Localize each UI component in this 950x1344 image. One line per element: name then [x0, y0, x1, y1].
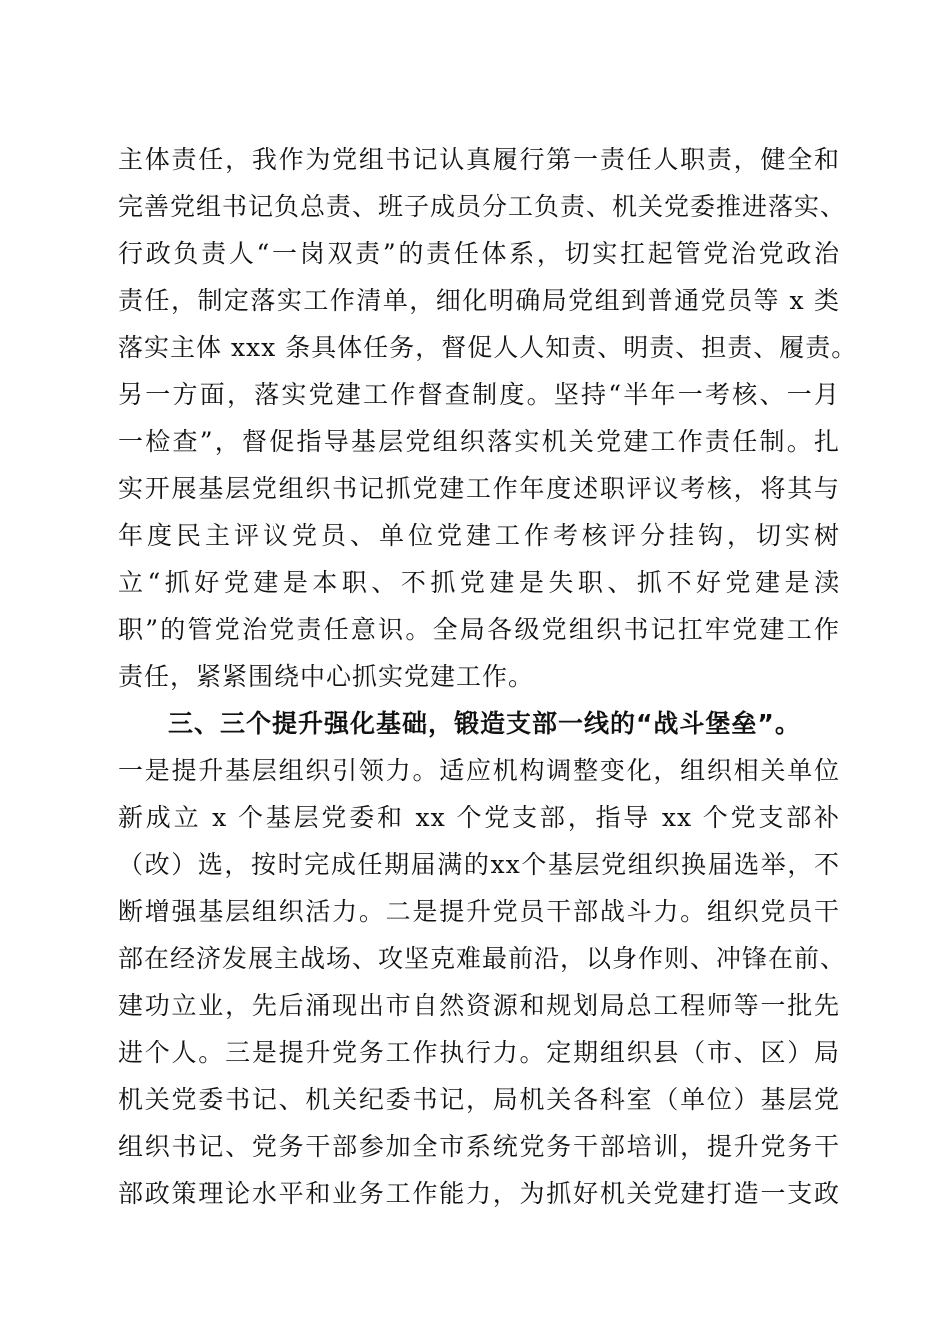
text-line: 主体责任，我作为党组书记认真履行第一责任人职责，健全和 — [118, 145, 840, 174]
text-line: 立“抓好党建是本职、不抓党建是失职、抓不好党建是渎 — [118, 568, 840, 597]
text-line: （改）选，按时完成任期届满的xx个基层党组织换届选举，不 — [118, 850, 840, 879]
text-line: 责任，制定落实工作清单，细化明确局党组到普通党员等 x 类 — [118, 286, 840, 315]
text-line: 一是提升基层组织引领力。适应机构调整变化，组织相关单位 — [118, 756, 840, 785]
text-line: 行政负责人“一岗双责”的责任体系，切实扛起管党治党政治 — [118, 239, 840, 268]
text-line: 责任，紧紧围绕中心抓实党建工作。 — [118, 662, 535, 691]
text-line: 机关党委书记、机关纪委书记，局机关各科室（单位）基层党 — [118, 1085, 840, 1114]
text-line: 实开展基层党组织书记抓党建工作年度述职评议考核，将其与 — [118, 474, 840, 503]
text-line: 落实主体 xxx 条具体任务，督促人人知责、明责、担责、履责。 — [118, 333, 858, 362]
text-line: 部在经济发展主战场、攻坚克难最前沿，以身作则、冲锋在前、 — [118, 944, 847, 973]
text-line: 另一方面，落实党建工作督查制度。坚持“半年一考核、一月 — [118, 380, 840, 409]
text-line: 建功立业，先后涌现出市自然资源和规划局总工程师等一批先 — [118, 991, 840, 1020]
text-line: 断增强基层组织活力。二是提升党员干部战斗力。组织党员干 — [118, 897, 840, 926]
text-line: 职”的管党治党责任意识。全局各级党组织书记扛牢党建工作 — [118, 615, 840, 644]
text-line: 进个人。三是提升党务工作执行力。定期组织县（市、区）局 — [118, 1038, 840, 1067]
text-line: 年度民主评议党员、单位党建工作考核评分挂钩，切实树 — [118, 521, 840, 550]
text-line: 新成立 x 个基层党委和 xx 个党支部，指导 xx 个党支部补 — [118, 803, 840, 832]
text-line: 一检查”，督促指导基层党组织落实机关党建工作责任制。扎 — [118, 427, 840, 456]
text-line: 组织书记、党务干部参加全市系统党务干部培训，提升党务干 — [118, 1132, 840, 1161]
section-heading: 三、三个提升强化基础，锻造支部一线的“战斗堡垒”。 — [168, 709, 801, 738]
text-line: 完善党组书记负总责、班子成员分工负责、机关党委推进落实、 — [118, 192, 847, 221]
text-line: 部政策理论水平和业务工作能力，为抓好机关党建打造一支政 — [118, 1179, 840, 1208]
